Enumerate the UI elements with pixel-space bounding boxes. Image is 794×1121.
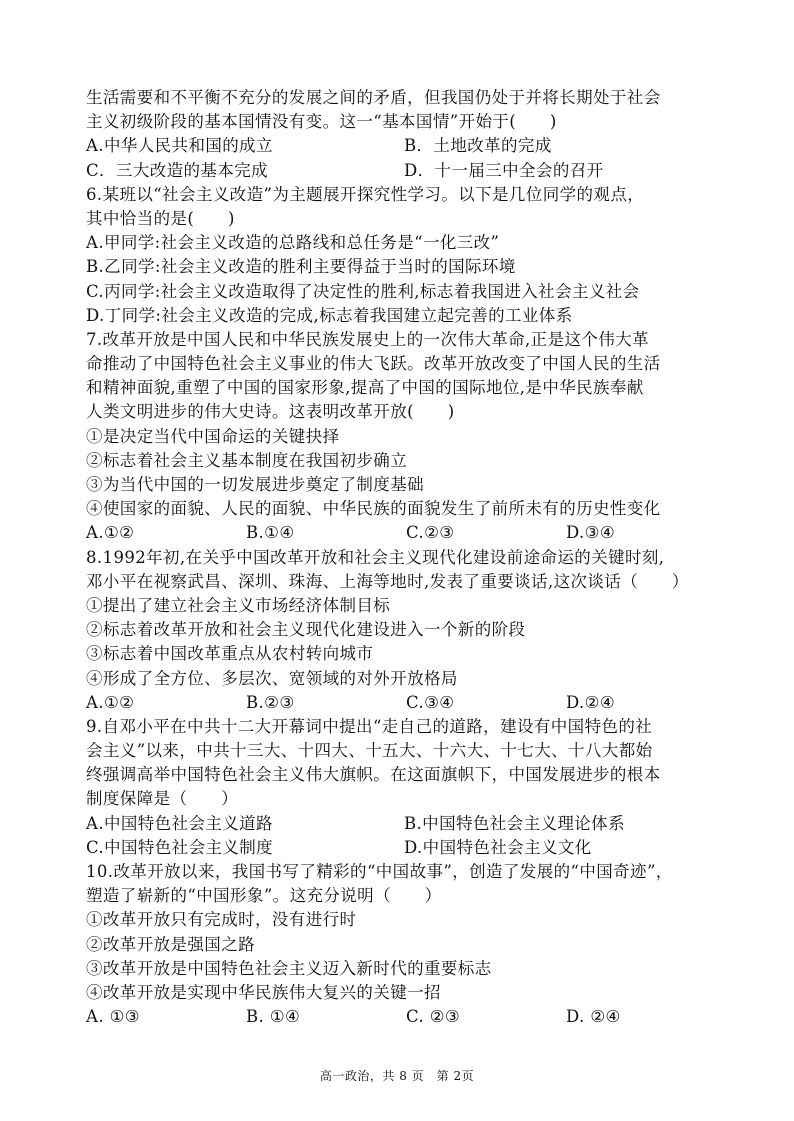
question-5 — [86, 86, 714, 183]
option-c: C．三大改造的基本完成 — [86, 160, 269, 180]
question-stem-line: 8.1992年初,在关乎中国改革开放和社会主义现代化建设前途命运的关键时刻, — [86, 547, 665, 567]
option-row — [86, 691, 714, 715]
question-stem-line: 生活需要和不平衡不充分的发展之间的矛盾，但我国仍处于并将长期处于社会 — [86, 88, 661, 107]
question-9 — [86, 715, 714, 860]
question-8 — [86, 546, 714, 715]
statement-1: ①改革开放只有完成时，没有进行时 — [86, 910, 357, 930]
option-c: C. ②③ — [406, 1007, 461, 1027]
statement-4: ④使国家的面貌、人民的面貌、中华民族的面貌发生了前所未有的历史性变化 — [86, 499, 661, 519]
option-d: D.③④ — [566, 523, 616, 543]
option-b: B.①④ — [246, 523, 295, 543]
question-stem-line: 和精神面貌,重塑了中国的国家形象,提高了中国的国际地位,是中华民族奉献 — [86, 378, 644, 398]
statement-2: ②改革开放是强国之路 — [86, 934, 255, 954]
option-a: A.①② — [86, 692, 135, 712]
option-a: A.中华人民共和国的成立 — [86, 136, 273, 156]
question-7 — [86, 328, 714, 546]
statement-2: ②标志着社会主义基本制度在我国初步确立 — [86, 450, 408, 470]
question-stem-line: 其中恰当的是( ) — [86, 208, 235, 228]
statement-1: ①是决定当代中国命运的关键抉择 — [86, 426, 340, 446]
option-row — [86, 812, 714, 836]
option-row — [86, 159, 714, 183]
option-b: B.②③ — [246, 692, 295, 712]
statement-3: ③改革开放是中国特色社会主义迈入新时代的重要标志 — [86, 958, 492, 978]
option-row — [86, 134, 714, 158]
option-row — [86, 836, 714, 860]
statement-3: ③为当代中国的一切发展进步奠定了制度基础 — [86, 475, 424, 494]
option-d: D. ②④ — [566, 1007, 621, 1027]
option-d: D.②④ — [566, 692, 616, 712]
option-row — [86, 521, 714, 545]
statement-4: ④改革开放是实现中华民族伟大复兴的关键一招 — [86, 982, 441, 1002]
question-stem-line: 人类文明进步的伟大史诗。这表明改革开放( ) — [86, 402, 455, 422]
question-stem-line: 邓小平在视察武昌、深圳、珠海、上海等地时,发表了重要谈话,这次谈话（ ） — [86, 571, 689, 591]
statement-4: ④形成了全方位、多层次、宽领域的对外开放格局 — [86, 668, 458, 688]
option-d: D．十一届三中全会的召开 — [404, 160, 604, 180]
option-a: A.①② — [86, 523, 135, 543]
option-c: C.丙同学:社会主义改造取得了决定性的胜利,标志着我国进入社会主义社会 — [86, 281, 640, 301]
question-stem-line: 7.改革开放是中国人民和中华民族发展史上的一次伟大革命,正是这个伟大革 — [86, 329, 649, 349]
question-stem-line: 命推动了中国特色社会主义事业的伟大飞跃。改革开放改变了中国人民的生活 — [86, 354, 661, 374]
exam-page — [86, 86, 714, 1029]
option-a: A. ①③ — [86, 1007, 140, 1027]
option-c: C.②③ — [406, 523, 455, 543]
statement-1: ①提出了建立社会主义市场经济体制目标 — [86, 595, 391, 615]
statement-2: ②标志着改革开放和社会主义现代化建设进入一个新的阶段 — [86, 620, 526, 640]
option-b: B.乙同学:社会主义改造的胜利主要得益于当时的国际环境 — [86, 257, 516, 277]
option-d: D.丁同学:社会主义改造的完成,标志着我国建立起完善的工业体系 — [86, 305, 573, 325]
question-stem-line: 制度保障是（ ） — [86, 789, 239, 809]
option-c: C.中国特色社会主义制度 — [86, 837, 274, 857]
page-footer: 高一政治，共 8 页 第 2页 — [319, 1069, 475, 1083]
option-b: B．土地改革的完成 — [404, 136, 552, 156]
question-stem-line: 塑造了崭新的“中国形象”。这充分说明（ ） — [86, 886, 442, 906]
question-stem-line: 6.某班以“社会主义改造”为主题展开探究性学习。以下是几位同学的观点， — [86, 184, 645, 204]
option-a: A.中国特色社会主义道路 — [86, 813, 273, 833]
question-stem-line: 会主义”以来，中共十三大、十四大、十五大、十六大、十七大、十八大都始 — [86, 741, 653, 761]
option-a: A.甲同学:社会主义改造的总路线和总任务是“一化三改” — [86, 233, 500, 253]
question-10 — [86, 860, 714, 1029]
question-stem-line: 10.改革开放以来，我国书写了精彩的“中国故事”，创造了发展的“中国奇迹”， — [86, 862, 673, 881]
option-b: B. ①④ — [246, 1007, 301, 1027]
option-b: B.中国特色社会主义理论体系 — [404, 813, 625, 833]
question-6 — [86, 183, 714, 328]
question-stem-line: 终强调高举中国特色社会主义伟大旗帜。在这面旗帜下，中国发展进步的根本 — [86, 765, 661, 785]
question-stem-line: 9.自邓小平在中共十二大开幕词中提出“走自己的道路，建设有中国特色的社 — [86, 716, 653, 736]
option-d: D.中国特色社会主义文化 — [404, 837, 592, 857]
option-c: C.③④ — [406, 692, 455, 712]
question-stem-line: 主义初级阶段的基本国情没有变。这一“基本国情”开始于( ) — [86, 112, 557, 132]
option-row — [86, 1005, 714, 1029]
statement-3: ③标志着中国改革重点从农村转向城市 — [86, 644, 374, 664]
